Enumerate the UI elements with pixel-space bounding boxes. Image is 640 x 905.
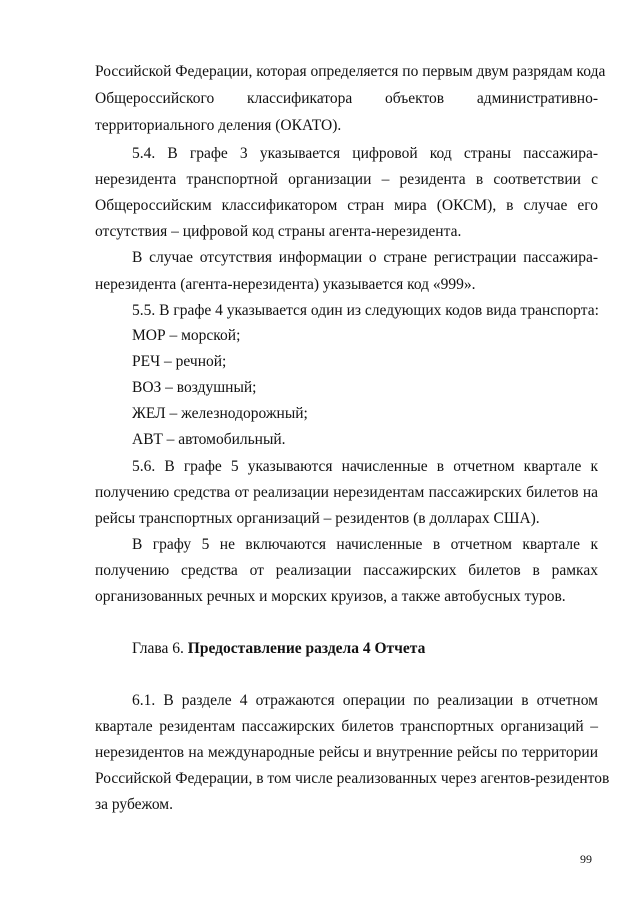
text-line: Российской Федерации, которая определяется по первым двум разрядам кода (95, 63, 606, 80)
chapter-heading (132, 640, 425, 658)
text-line: нерезидента (агента-нерезидента) указывается код «999». (95, 276, 476, 293)
text-line: Общероссийским классификатором стран мира (ОКСМ), в случае его (95, 197, 598, 214)
text-line: Российской Федерации, в том числе реализованных через агентов-резидентов (95, 770, 610, 787)
text-line: 6.1. В разделе 4 отражаются операции по реализации в отчетном (132, 692, 598, 709)
text-line: отсутствия – цифровой код страны агента-нерезидента. (95, 223, 462, 240)
chapter-prefix: Глава 6. (132, 640, 184, 657)
list-item: АВТ – автомобильный. (132, 431, 286, 448)
text-line: 5.4. В графе 3 указывается цифровой код страны пассажира- (132, 145, 598, 162)
text-line: В графу 5 не включаются начисленные в отчетном квартале к (132, 536, 598, 553)
text-line: Общероссийского классификатора объектов административно- (95, 90, 598, 107)
text-line: за рубежом. (95, 796, 173, 813)
chapter-title: Предоставление раздела 4 Отчета (187, 640, 426, 657)
text-line: получению средства от реализации нерезидентам пассажирских билетов на (95, 484, 598, 501)
text-line: рейсы транспортных организаций – резидентов (в долларах США). (95, 510, 540, 527)
list-item: ВОЗ – воздушный; (132, 379, 257, 396)
text-line: нерезидентов на международные рейсы и внутренние рейсы по территории (95, 744, 598, 761)
list-item: ЖЕЛ – железнодорожный; (132, 405, 308, 422)
text-line: 5.5. В графе 4 указывается один из следующих кодов вида транспорта: (132, 302, 599, 319)
text-line: получению средства от реализации пассажирских билетов в рамках (95, 562, 598, 579)
page-number: 99 (580, 852, 592, 866)
list-item: РЕЧ – речной; (132, 353, 227, 370)
text-line: территориального деления (ОКАТО). (95, 117, 342, 134)
text-line: квартале резидентам пассажирских билетов транспортных организаций – (95, 718, 598, 735)
text-line: нерезидента транспортной организации – резидента в соответствии с (95, 171, 598, 188)
list-item: МОР – морской; (132, 327, 241, 344)
text-line: В случае отсутствия информации о стране регистрации пассажира- (132, 249, 598, 266)
text-line: 5.6. В графе 5 указываются начисленные в отчетном квартале к (132, 458, 598, 475)
text-line: организованных речных и морских круизов, а также автобусных туров. (95, 588, 566, 605)
